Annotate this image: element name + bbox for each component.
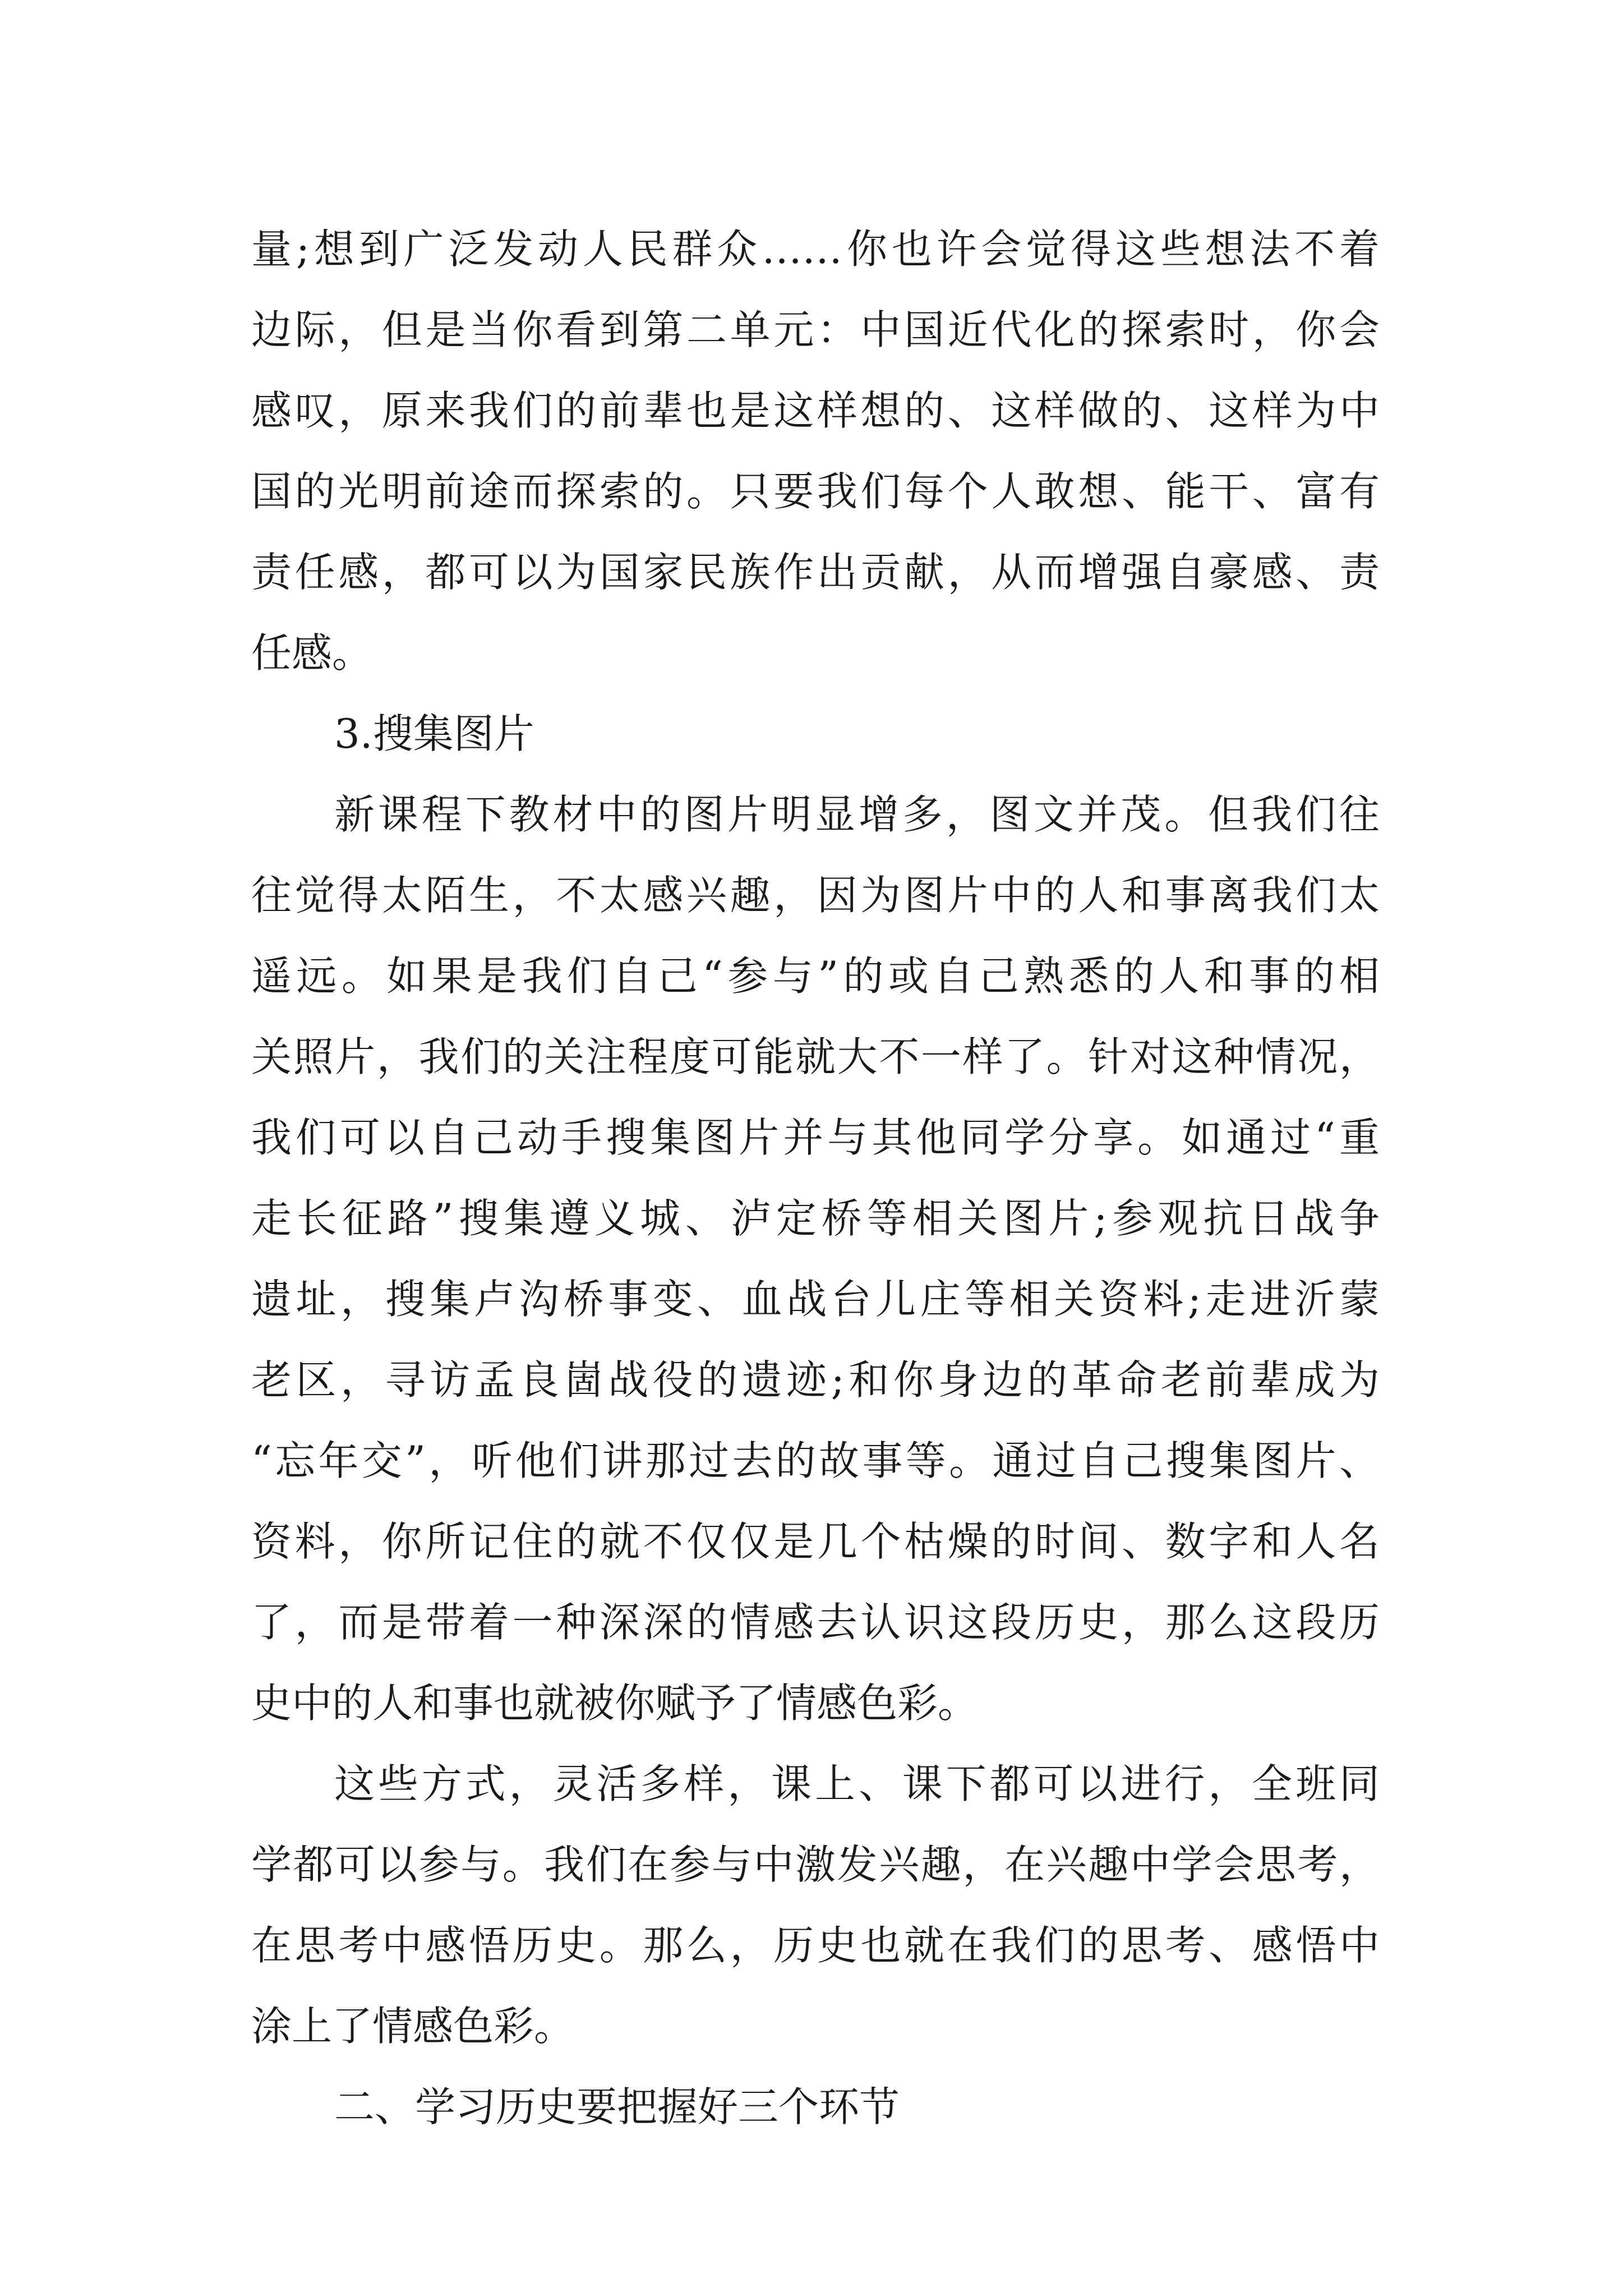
text-line: 遥远。如果是我们自己“参与”的或自己熟悉的人和事的相 xyxy=(251,953,1380,1000)
paragraph-collect-pictures xyxy=(251,774,1380,1743)
text-line: 量;想到广泛发动人民群众……你也许会觉得这些想法不着 xyxy=(251,226,1380,273)
text-line: 我们可以自己动手搜集图片并与其他同学分享。如通过“重 xyxy=(251,1114,1380,1161)
text-line: 走长征路”搜集遵义城、泸定桥等相关图片;参观抗日战争 xyxy=(251,1195,1380,1242)
text-line: 涂上了情感色彩。 xyxy=(251,2003,575,2050)
subsection-heading: 3.搜集图片 xyxy=(334,710,534,757)
text-line: 在思考中感悟历史。那么，历史也就在我们的思考、感悟中 xyxy=(251,1922,1380,1969)
section-heading: 二、学习历史要把握好三个环节 xyxy=(334,2083,900,2131)
paragraph-continuation xyxy=(251,209,1380,693)
text-line: 了，而是带着一种深深的情感去认识这段历史，那么这段历 xyxy=(251,1599,1380,1646)
text-line: 这些方式，灵活多样，课上、课下都可以进行，全班同 xyxy=(334,1760,1380,1807)
paragraph-summary xyxy=(251,1743,1380,2067)
text-line: 往觉得太陌生，不太感兴趣，因为图片中的人和事离我们太 xyxy=(251,872,1380,919)
text-line: 学都可以参与。我们在参与中激发兴趣，在兴趣中学会思考， xyxy=(251,1841,1380,1888)
text-line: 新课程下教材中的图片明显增多，图文并茂。但我们往 xyxy=(334,791,1380,838)
text-line: 资料，你所记住的就不仅仅是几个枯燥的时间、数字和人名 xyxy=(251,1518,1380,1565)
text-line: 关照片，我们的关注程度可能就大不一样了。针对这种情况， xyxy=(251,1033,1380,1080)
text-line: 史中的人和事也就被你赋予了情感色彩。 xyxy=(251,1680,979,1727)
text-line: 老区，寻访孟良崮战役的遗迹;和你身边的革命老前辈成为 xyxy=(251,1356,1380,1404)
text-line: “忘年交”，听他们讲那过去的故事等。通过自己搜集图片、 xyxy=(251,1437,1380,1484)
text-line: 任感。 xyxy=(251,629,373,677)
text-line: 国的光明前途而探索的。只要我们每个人敢想、能干、富有 xyxy=(251,468,1380,515)
document-body xyxy=(251,209,1380,2147)
text-line: 责任感，都可以为国家民族作出贡献，从而增强自豪感、责 xyxy=(251,549,1380,596)
text-line: 边际，但是当你看到第二单元：中国近代化的探索时，你会 xyxy=(251,306,1380,353)
text-line: 遗址，搜集卢沟桥事变、血战台儿庄等相关资料;走进沂蒙 xyxy=(251,1276,1380,1323)
text-line: 感叹，原来我们的前辈也是这样想的、这样做的、这样为中 xyxy=(251,387,1380,434)
